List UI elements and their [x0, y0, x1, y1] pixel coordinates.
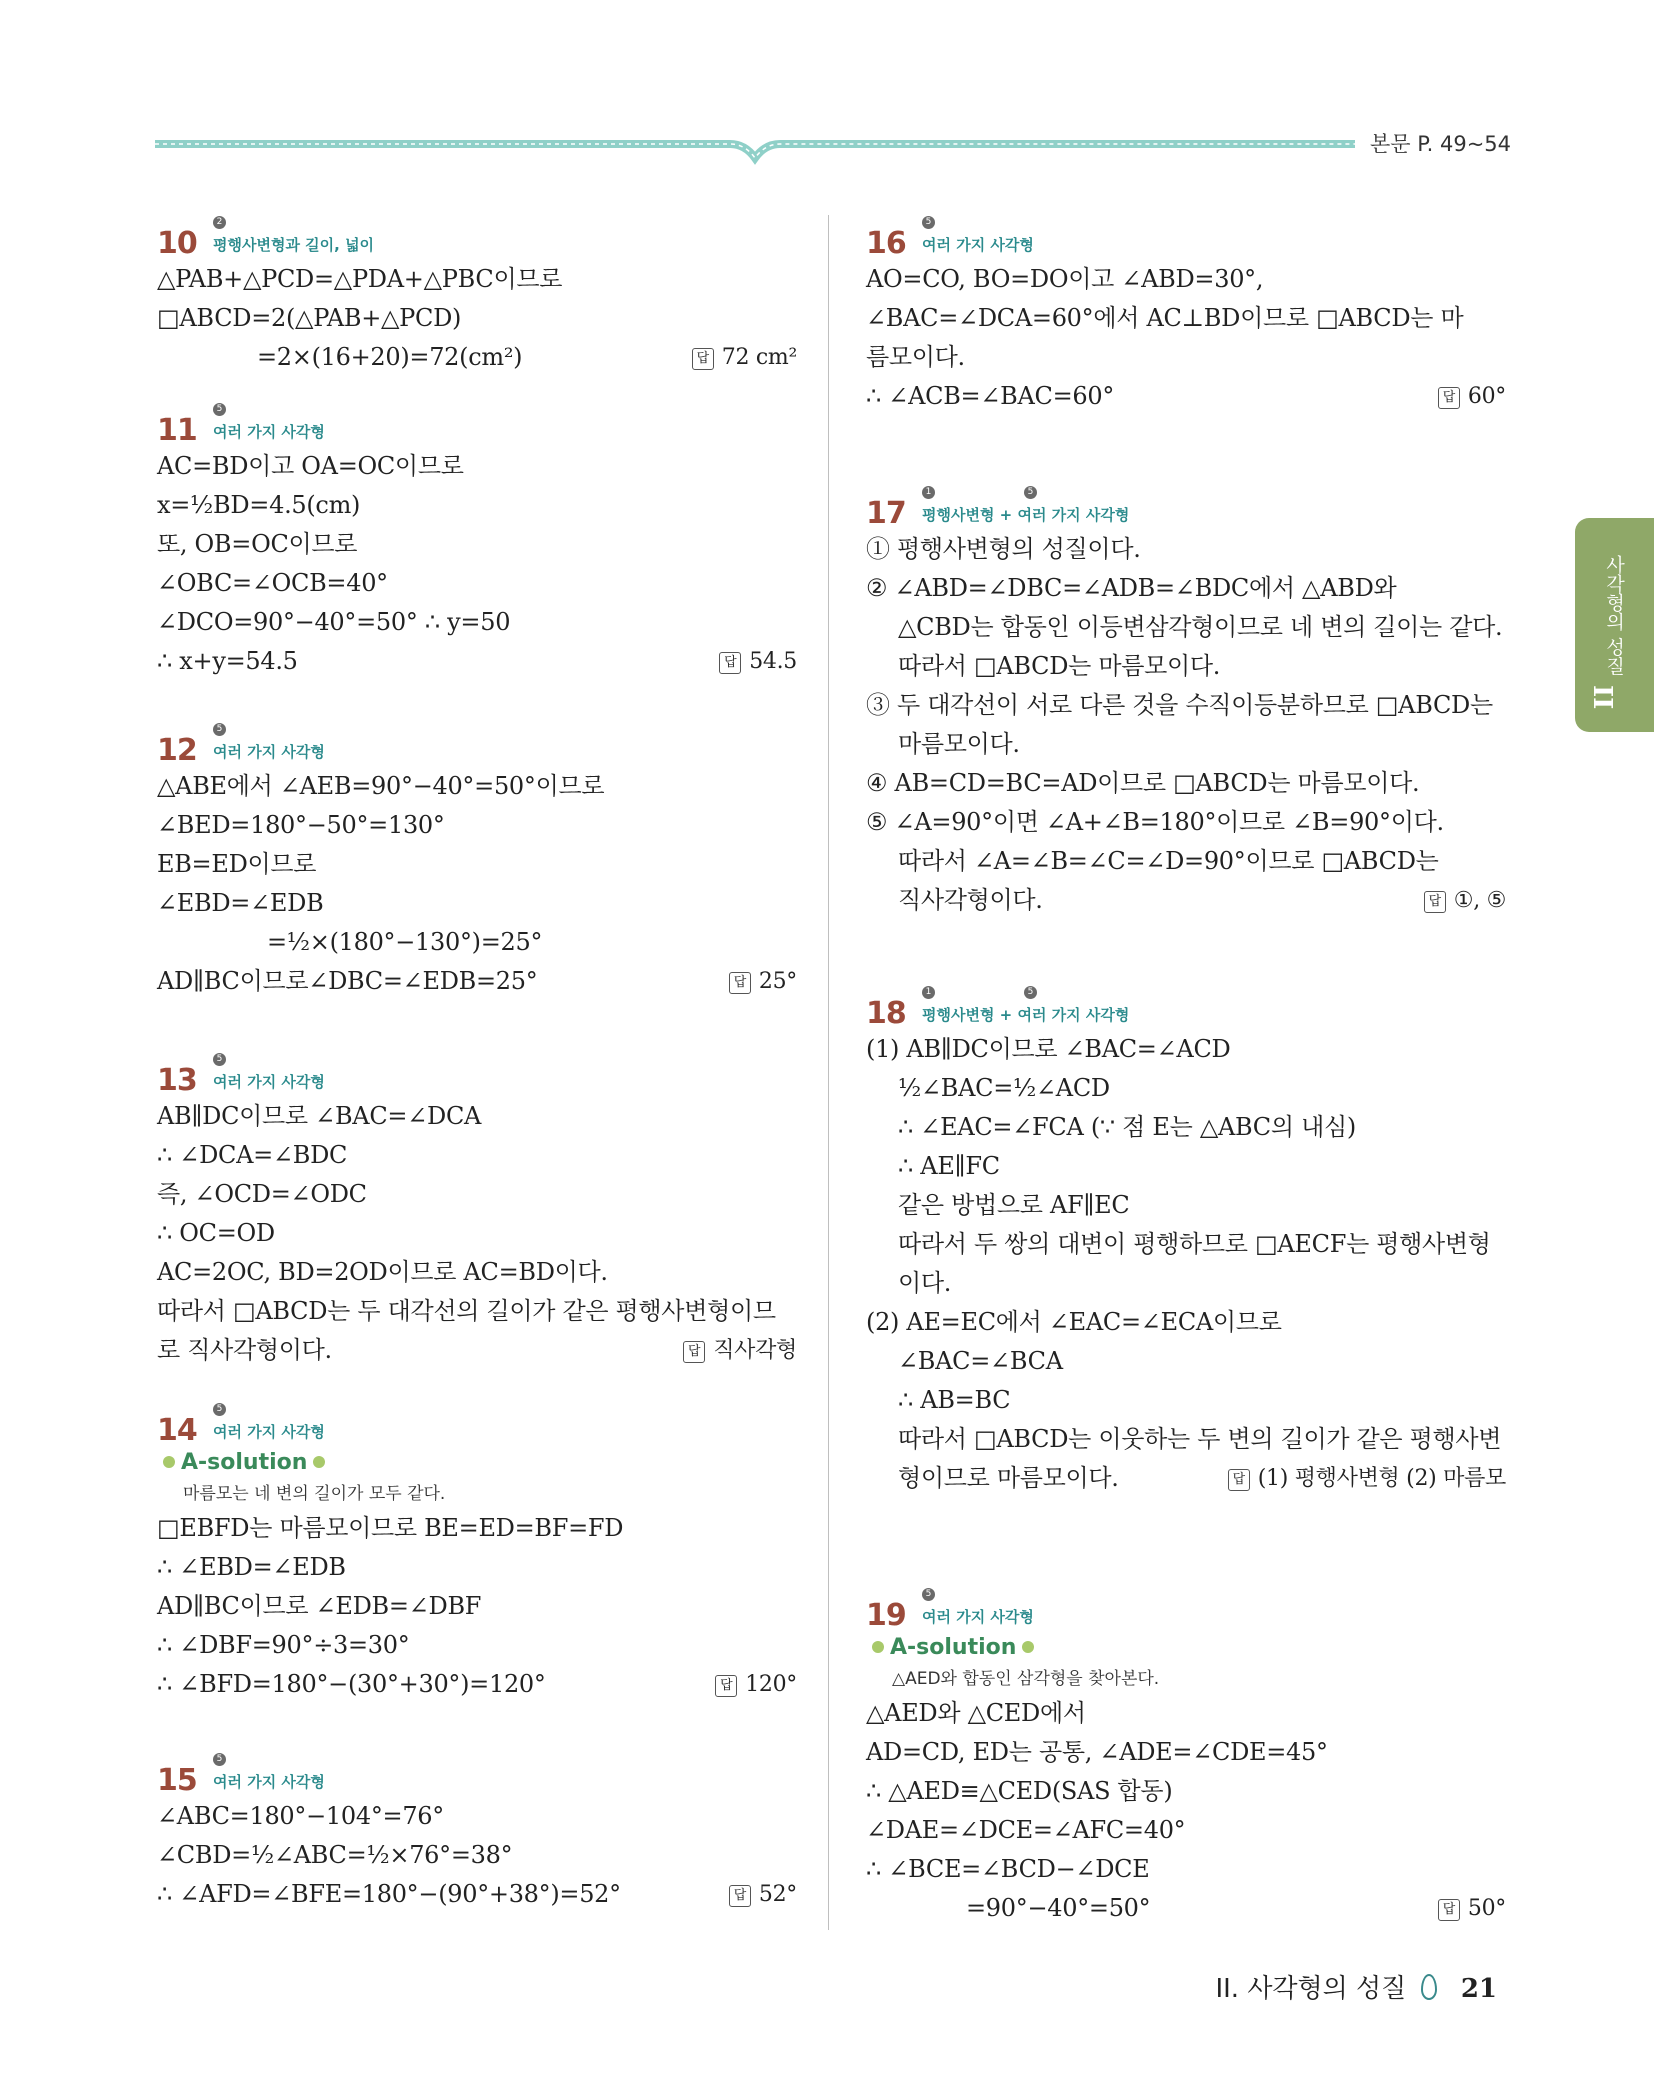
solution-line-text: AC=BD이고 OA=OC이므로 [157, 452, 464, 480]
a-solution-label: A-solution [890, 1635, 1017, 1660]
solution-line-text: 즉, ∠OCD=∠ODC [157, 1180, 367, 1208]
solution-line-text: AO=CO, BO=DO이고 ∠ABD=30°, [866, 265, 1264, 293]
solution-line [157, 1175, 797, 1214]
answer [1424, 881, 1506, 920]
solution-line-text: 따라서 ∠A=∠B=∠C=∠D=90°이므로 □ABCD는 [898, 847, 1439, 875]
unit-badge: 1 [922, 486, 935, 499]
solution-line [866, 803, 1506, 842]
problem-number: 11 [157, 413, 197, 448]
solution-line-text: =90°−40°=50° [966, 1894, 1151, 1922]
solution-line [157, 806, 797, 845]
problem-header [157, 1405, 797, 1447]
solution-line-text: ∴ AB=BC [898, 1386, 1011, 1414]
problem-header [157, 1755, 797, 1797]
answer [729, 1875, 797, 1914]
solution-line [157, 1665, 797, 1704]
solution-line-text: ∴ ∠EBD=∠EDB [157, 1553, 346, 1581]
solution-line [866, 1108, 1506, 1147]
solution-line-text: =½×(180°−130°)=25° [267, 928, 543, 956]
solution-line [866, 1381, 1506, 1420]
solution-line [866, 1459, 1506, 1498]
solution-line-text: ∠CBD=½∠ABC=½×76°=38° [157, 1841, 513, 1869]
problem-number: 17 [866, 496, 906, 531]
topic-tag: 평행사변형과 길이, 넓이 [213, 236, 375, 254]
solution-line-text: 따라서 □ABCD는 마름모이다. [898, 652, 1221, 680]
problem-15 [157, 1755, 797, 1914]
solution-line-text: ∴ ∠DCA=∠BDC [157, 1141, 348, 1169]
unit-badge: 5 [922, 1588, 935, 1601]
solution-line-text: □ABCD=2(△PAB+△PCD) [157, 304, 462, 332]
solution-line [157, 1626, 797, 1665]
unit-badge: 5 [213, 403, 226, 416]
answer-icon: 답 [1438, 387, 1460, 409]
solution-line [866, 842, 1506, 881]
solution-line-text: ∠DAE=∠DCE=∠AFC=40° [866, 1816, 1186, 1844]
solution-line-text: 마름모이다. [898, 730, 1020, 758]
solution-line [157, 1136, 797, 1175]
answer-value: 60° [1467, 384, 1506, 409]
solution-line [866, 1772, 1506, 1811]
side-tab-roman: II [1587, 685, 1617, 710]
unit-badge: 5 [1024, 486, 1037, 499]
solution-line [866, 608, 1506, 647]
solution-line-text: ⑤ ∠A=90°이면 ∠A+∠B=180°이므로 ∠B=90°이다. [866, 808, 1444, 836]
topic-tag: 여러 가지 사각형 [213, 743, 325, 761]
problem-18 [866, 988, 1506, 1498]
solution-line [866, 1264, 1506, 1303]
column-divider [828, 215, 829, 1930]
solution-line [157, 962, 797, 1001]
answer [719, 642, 797, 681]
solution-line-text: 름모이다. [866, 343, 965, 371]
solution-line-text: (1) AB∥DC이므로 ∠BAC=∠ACD [866, 1035, 1231, 1063]
header-divider [155, 130, 1355, 170]
topic-tag: 여러 가지 사각형 [213, 423, 325, 441]
a-solution-text: 마름모는 네 변의 길이가 모두 같다. [183, 1484, 446, 1504]
solution-line-text: ∴ OC=OD [157, 1219, 275, 1247]
solution-line [157, 603, 797, 642]
a-solution-heading [866, 1632, 1506, 1664]
answer [683, 1331, 797, 1370]
solution-line-text: 같은 방법으로 AF∥EC [898, 1191, 1130, 1219]
solution-line [157, 1253, 797, 1292]
problem-10 [157, 218, 797, 377]
solution-line-text: □EBFD는 마름모이므로 BE=ED=BF=FD [157, 1514, 624, 1542]
solution-line-text: 따라서 두 쌍의 대변이 평행하므로 □AECF는 평행사변형 [898, 1230, 1491, 1258]
solution-line [866, 725, 1506, 764]
solution-line [157, 299, 797, 338]
solution-line-text: 따라서 □ABCD는 두 대각선의 길이가 같은 평행사변형이므 [157, 1297, 776, 1325]
solution-line-text: ∠ABC=180°−104°=76° [157, 1802, 444, 1830]
unit-badge: 1 [922, 986, 935, 999]
solution-line-text: AC=2OC, BD=2OD이므로 AC=BD이다. [157, 1258, 608, 1286]
unit-badge: 5 [922, 216, 935, 229]
footer-chapter: II. 사각형의 성질 [1215, 1974, 1407, 2004]
topic-tag: 여러 가지 사각형 [213, 1423, 325, 1441]
bullet-dot-icon [313, 1456, 325, 1468]
problem-header [157, 725, 797, 767]
solution-line-text: 로 직사각형이다. [157, 1336, 332, 1364]
solution-line [866, 1342, 1506, 1381]
solution-line [866, 686, 1506, 725]
solution-line [157, 1587, 797, 1626]
solution-line [157, 1509, 797, 1548]
unit-badge: 5 [213, 723, 226, 736]
solution-line [866, 764, 1506, 803]
solution-line [866, 1850, 1506, 1889]
problem-number: 10 [157, 226, 197, 261]
problem-number: 12 [157, 733, 197, 768]
solution-line [157, 1548, 797, 1587]
topic-tag: 여러 가지 사각형 [213, 1073, 325, 1091]
answer-value: 52° [758, 1882, 797, 1907]
a-solution-label: A-solution [181, 1450, 308, 1475]
solution-line [866, 299, 1506, 338]
solution-line [157, 1292, 797, 1331]
answer [1438, 1889, 1506, 1928]
answer-value: 25° [758, 969, 797, 994]
solution-line [866, 1420, 1506, 1459]
solution-line-text: EB=ED이므로 [157, 850, 317, 878]
solution-line [866, 1069, 1506, 1108]
problem-number: 14 [157, 1413, 197, 1448]
unit-badge: 5 [213, 1403, 226, 1416]
solution-line [157, 1214, 797, 1253]
solution-line-text: AD∥BC이므로∠DBC=∠EDB=25° [157, 967, 538, 995]
answer [715, 1665, 797, 1704]
solution-line [866, 1030, 1506, 1069]
solution-line-text: △AED와 △CED에서 [866, 1699, 1086, 1727]
solution-line-text: 이다. [898, 1269, 952, 1297]
problem-19 [866, 1590, 1506, 1928]
leaf-icon [1421, 1974, 1437, 2000]
solution-line-text: ∠DCO=90°−40°=50° ∴ y=50 [157, 608, 511, 636]
solution-line-text: ∴ ∠DBF=90°÷3=30° [157, 1631, 410, 1659]
answer-icon: 답 [692, 348, 714, 370]
solution-line-text: 또, OB=OC이므로 [157, 530, 358, 558]
answer-icon: 답 [729, 972, 751, 994]
problem-12 [157, 725, 797, 1001]
solution-line [866, 1147, 1506, 1186]
solution-line-text: 따라서 □ABCD는 이웃하는 두 변의 길이가 같은 평행사변 [898, 1425, 1502, 1453]
solution-line-text: ½∠BAC=½∠ACD [898, 1074, 1110, 1102]
solution-line [866, 1811, 1506, 1850]
solution-line-text: (2) AE=EC에서 ∠EAC=∠ECA이므로 [866, 1308, 1282, 1336]
solution-line [157, 845, 797, 884]
problem-header [157, 218, 797, 260]
topic-tag: 여러 가지 사각형 [922, 236, 1034, 254]
solution-line-text: ∴ ∠EAC=∠FCA (∵ 점 E는 △ABC의 내심) [898, 1113, 1356, 1141]
solution-line-text: 직사각형이다. [898, 886, 1043, 914]
solution-line [157, 486, 797, 525]
answer-value: (1) 평행사변형 (2) 마름모 [1257, 1466, 1506, 1491]
solution-line-text: ② ∠ABD=∠DBC=∠ADB=∠BDC에서 △ABD와 [866, 574, 1397, 602]
unit-badge: 2 [213, 216, 226, 229]
answer [1438, 377, 1506, 416]
solution-line-text: ∴ △AED≡△CED(SAS 합동) [866, 1777, 1173, 1805]
solution-line-text: ∴ AE∥FC [898, 1152, 1000, 1180]
page-reference: 본문 P. 49~54 [1370, 132, 1512, 156]
answer-icon: 답 [683, 1341, 705, 1363]
solution-line [157, 767, 797, 806]
problem-header [866, 488, 1506, 530]
solution-line [157, 338, 797, 377]
solution-line-text: ∠BAC=∠DCA=60°에서 AC⊥BD이므로 □ABCD는 마 [866, 304, 1464, 332]
solution-line [866, 260, 1506, 299]
answer-value: ①, ⑤ [1453, 888, 1506, 913]
answer-icon: 답 [719, 652, 741, 674]
problem-11 [157, 405, 797, 681]
topic-tag: 여러 가지 사각형 [922, 1608, 1034, 1626]
solution-line-text: x=½BD=4.5(cm) [157, 491, 361, 519]
solution-line [157, 1836, 797, 1875]
solution-line [866, 377, 1506, 416]
solution-line-text: △ABE에서 ∠AEB=90°−40°=50°이므로 [157, 772, 605, 800]
solution-line [866, 1733, 1506, 1772]
solution-line-text: ∠OBC=∠OCB=40° [157, 569, 388, 597]
solution-line [157, 923, 797, 962]
problem-17 [866, 488, 1506, 920]
solution-line-text: ① 평행사변형의 성질이다. [866, 535, 1141, 563]
problem-number: 15 [157, 1763, 197, 1798]
answer [692, 338, 797, 377]
solution-line-text: ∠BED=180°−50°=130° [157, 811, 445, 839]
a-solution-heading [157, 1447, 797, 1479]
solution-line-text: AD∥BC이므로 ∠EDB=∠DBF [157, 1592, 482, 1620]
problem-header [157, 1055, 797, 1097]
problem-number: 19 [866, 1598, 906, 1633]
problem-number: 18 [866, 996, 906, 1031]
solution-line [157, 1331, 797, 1370]
unit-badge: 5 [1024, 986, 1037, 999]
answer-icon: 답 [715, 1675, 737, 1697]
solution-line [866, 1694, 1506, 1733]
solution-line-text: ∴ ∠AFD=∠BFE=180°−(90°+38°)=52° [157, 1880, 621, 1908]
bullet-dot-icon [872, 1641, 884, 1653]
solution-line [866, 569, 1506, 608]
side-tab-label: 사각형의 성질 [1603, 555, 1625, 676]
solution-line-text: =2×(16+20)=72(cm²) [257, 343, 523, 371]
solution-line [866, 1889, 1506, 1928]
problem-number: 16 [866, 226, 906, 261]
problem-13 [157, 1055, 797, 1370]
solution-line [866, 647, 1506, 686]
answer-icon: 답 [1228, 1469, 1250, 1491]
solution-line-text: 형이므로 마름모이다. [898, 1464, 1119, 1492]
solution-line [157, 525, 797, 564]
problem-number: 13 [157, 1063, 197, 1098]
answer-value: 직사각형 [713, 1338, 797, 1363]
answer-value: 72 cm² [721, 345, 797, 370]
solution-line [866, 1225, 1506, 1264]
solution-line-text: ∴ ∠ACB=∠BAC=60° [866, 382, 1115, 410]
solution-line-text: △CBD는 합동인 이등변삼각형이므로 네 변의 길이는 같다. [898, 613, 1503, 641]
problem-16 [866, 218, 1506, 416]
problem-header [866, 1590, 1506, 1632]
solution-line [866, 1303, 1506, 1342]
answer-icon: 답 [729, 1885, 751, 1907]
solution-line-text: △PAB+△PCD=△PDA+△PBC이므로 [157, 265, 563, 293]
page-number: 21 [1460, 1974, 1497, 2004]
problem-header [866, 988, 1506, 1030]
a-solution-text: △AED와 합동인 삼각형을 찾아본다. [892, 1669, 1160, 1689]
solution-line [157, 260, 797, 299]
solution-line [157, 447, 797, 486]
problem-header [866, 218, 1506, 260]
solution-line [866, 881, 1506, 920]
solution-line [866, 530, 1506, 569]
solution-line-text: AB∥DC이므로 ∠BAC=∠DCA [157, 1102, 482, 1130]
solution-line-text: ∠EBD=∠EDB [157, 889, 324, 917]
answer [1228, 1459, 1506, 1498]
solution-line-text: AD=CD, ED는 공통, ∠ADE=∠CDE=45° [866, 1738, 1328, 1766]
topic-tag: 평행사변형 + 여러 가지 사각형 [922, 506, 1130, 524]
solution-line-text: ③ 두 대각선이 서로 다른 것을 수직이등분하므로 □ABCD는 [866, 691, 1493, 719]
answer-value: 50° [1467, 1896, 1506, 1921]
topic-tag: 여러 가지 사각형 [213, 1773, 325, 1791]
solution-line [866, 338, 1506, 377]
solution-line [157, 1097, 797, 1136]
solution-line-text: ∠BAC=∠BCA [898, 1347, 1063, 1375]
solution-line-text: ∴ x+y=54.5 [157, 647, 298, 675]
page-footer [1215, 1968, 1497, 2005]
solution-line [157, 1875, 797, 1914]
problem-header [157, 405, 797, 447]
solution-line [157, 642, 797, 681]
solution-line-text: ④ AB=CD=BC=AD이므로 □ABCD는 마름모이다. [866, 769, 1420, 797]
solution-line [157, 564, 797, 603]
bullet-dot-icon [163, 1456, 175, 1468]
topic-tag: 평행사변형 + 여러 가지 사각형 [922, 1006, 1130, 1024]
answer-value: 120° [745, 1672, 797, 1697]
solution-line-text: ∴ ∠BFD=180°−(30°+30°)=120° [157, 1670, 546, 1698]
bullet-dot-icon [1022, 1641, 1034, 1653]
solution-line [157, 884, 797, 923]
solution-line-text: ∴ ∠BCE=∠BCD−∠DCE [866, 1855, 1150, 1883]
answer-value: 54.5 [749, 649, 797, 674]
problem-14 [157, 1405, 797, 1704]
answer-icon: 답 [1424, 891, 1446, 913]
solution-line [866, 1186, 1506, 1225]
answer [729, 962, 797, 1001]
answer-icon: 답 [1438, 1899, 1460, 1921]
unit-badge: 5 [213, 1053, 226, 1066]
solution-line [157, 1797, 797, 1836]
unit-badge: 5 [213, 1753, 226, 1766]
